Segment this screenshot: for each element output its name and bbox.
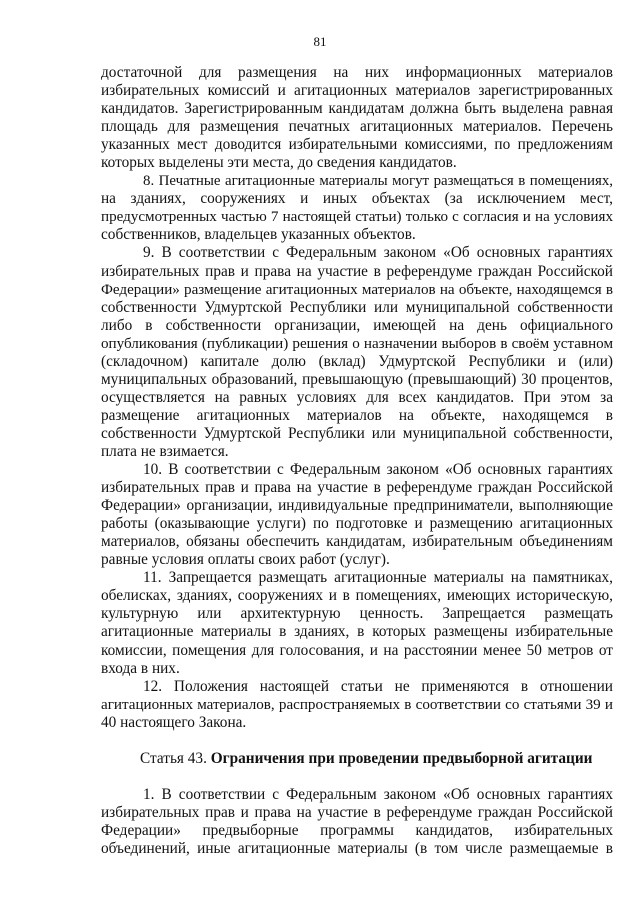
article-title: Ограничения при проведении предвыборной агитации <box>210 749 593 767</box>
text-line: которых выделены эти места, до сведения кандидатов. <box>101 154 457 172</box>
text-line: 40 настоящего Закона. <box>101 713 247 731</box>
paragraph-item-11 <box>101 569 613 677</box>
paragraph-item-9 <box>101 244 613 461</box>
text-line: избирательных прав и права на участие в референдуме граждан Российской <box>101 262 613 280</box>
text-line: избирательных прав и права на участие в референдуме граждан Российской <box>101 479 613 497</box>
text-line: материалов, обязаны обеспечить кандидатам, избирательным объединениям <box>101 533 613 551</box>
paragraph-item-10 <box>101 461 613 569</box>
article-number: Статья 43. <box>140 749 207 767</box>
text-line: (складочном) капитале долю (вклад) Удмуртской Республики и (или) <box>101 352 613 370</box>
text-line: осуществляется на равных условиях для всех кандидатов. При этом за <box>101 388 613 406</box>
text-line: 10. В соответствии с Федеральным законом «Об основных гарантиях <box>143 461 613 479</box>
text-line: либо в собственности организации, имеющей на день официального <box>101 316 613 334</box>
text-line: муниципальных образований, превышающую (превышающий) 30 процентов, <box>101 370 613 388</box>
text-line: достаточной для размещения на них информационных материалов <box>101 64 613 81</box>
blank-line <box>101 732 613 750</box>
paragraph-item-12 <box>101 678 613 732</box>
text-line: работы (оказывающие услуги) по подготовке и размещению агитационных <box>101 515 613 533</box>
paragraph-item-8 <box>101 172 613 244</box>
blank-line <box>101 768 613 786</box>
text-line: собственности Удмуртской Республики или муниципальной собственности <box>101 298 613 316</box>
text-line: Федерации» организации, индивидуальные предприниматели, выполняющие <box>101 497 613 515</box>
text-line: агитационные материалы в зданиях, в которых размещены избирательные <box>101 623 613 641</box>
text-line: 8. Печатные агитационные материалы могут размещаться в помещениях, <box>143 173 613 190</box>
paragraph-art42-continuation <box>101 64 613 172</box>
text-line: площадь для размещения печатных агитационных материалов. Перечень <box>101 118 613 136</box>
text-line: указанных мест доводится избирательными комиссиями, по предложениям <box>101 136 613 154</box>
text-line: 11. Запрещается размещать агитационные материалы на памятниках, <box>143 569 613 587</box>
text-line: комиссии, помещения для голосования, и на расстоянии менее 50 метров от <box>101 641 613 659</box>
text-line: собственников, владельцев указанных объектов. <box>101 226 416 244</box>
text-line: избирательных комиссий и агитационных материалов зарегистрированных <box>101 82 613 100</box>
text-line: Федерации» предвыборные программы кандидатов, избирательных <box>101 821 613 839</box>
text-line: 1. В соответствии с Федеральным законом «Об основных гарантиях <box>143 785 613 803</box>
text-line: объединений, иные агитационные материалы (в том числе размещаемые в <box>101 839 613 857</box>
text-line: равные условия оплаты своих работ (услуг). <box>101 551 390 569</box>
text-line: избирательных прав и права на участие в референдуме граждан Российской <box>101 803 613 821</box>
text-line: на зданиях, сооружениях и иных объектах (за исключением мест, <box>101 190 613 208</box>
text-line: агитационных материалов, распространяемых в соответствии со статьями 39 и <box>101 696 613 713</box>
text-line: 12. Положения настоящей статьи не применяются в отношении <box>143 677 613 695</box>
text-line: входа в них. <box>101 659 180 677</box>
text-line: 9. В соответствии с Федеральным законом «Об основных гарантиях <box>143 244 613 262</box>
text-line: собственности Удмуртской Республики или муниципальной собственности, <box>101 424 613 442</box>
text-line: обелисках, зданиях, сооружениях и в помещениях, имеющих историческую, <box>101 587 613 605</box>
page-number: 81 <box>313 34 327 49</box>
text-line: Федерации» размещение агитационных материалов на объекте, находящемся в <box>101 281 613 298</box>
article-heading <box>101 750 613 768</box>
text-line: плата не взимается. <box>101 442 229 460</box>
text-line: культурную или архитектурную ценность. Запрещается размещать <box>101 605 613 623</box>
document-body <box>101 64 613 858</box>
text-line: размещение агитационных материалов на объекте, находящемся в <box>101 406 613 424</box>
paragraph-art43-item-1 <box>101 786 613 858</box>
text-line: опубликования (публикации) решения о назначении выборов в своём уставном <box>101 335 613 352</box>
text-line: предусмотренных частью 7 настоящей статьи) только с согласия и на условиях <box>101 209 613 226</box>
text-line: кандидатов. Зарегистрированным кандидатам должна быть выделена равная <box>101 100 613 118</box>
